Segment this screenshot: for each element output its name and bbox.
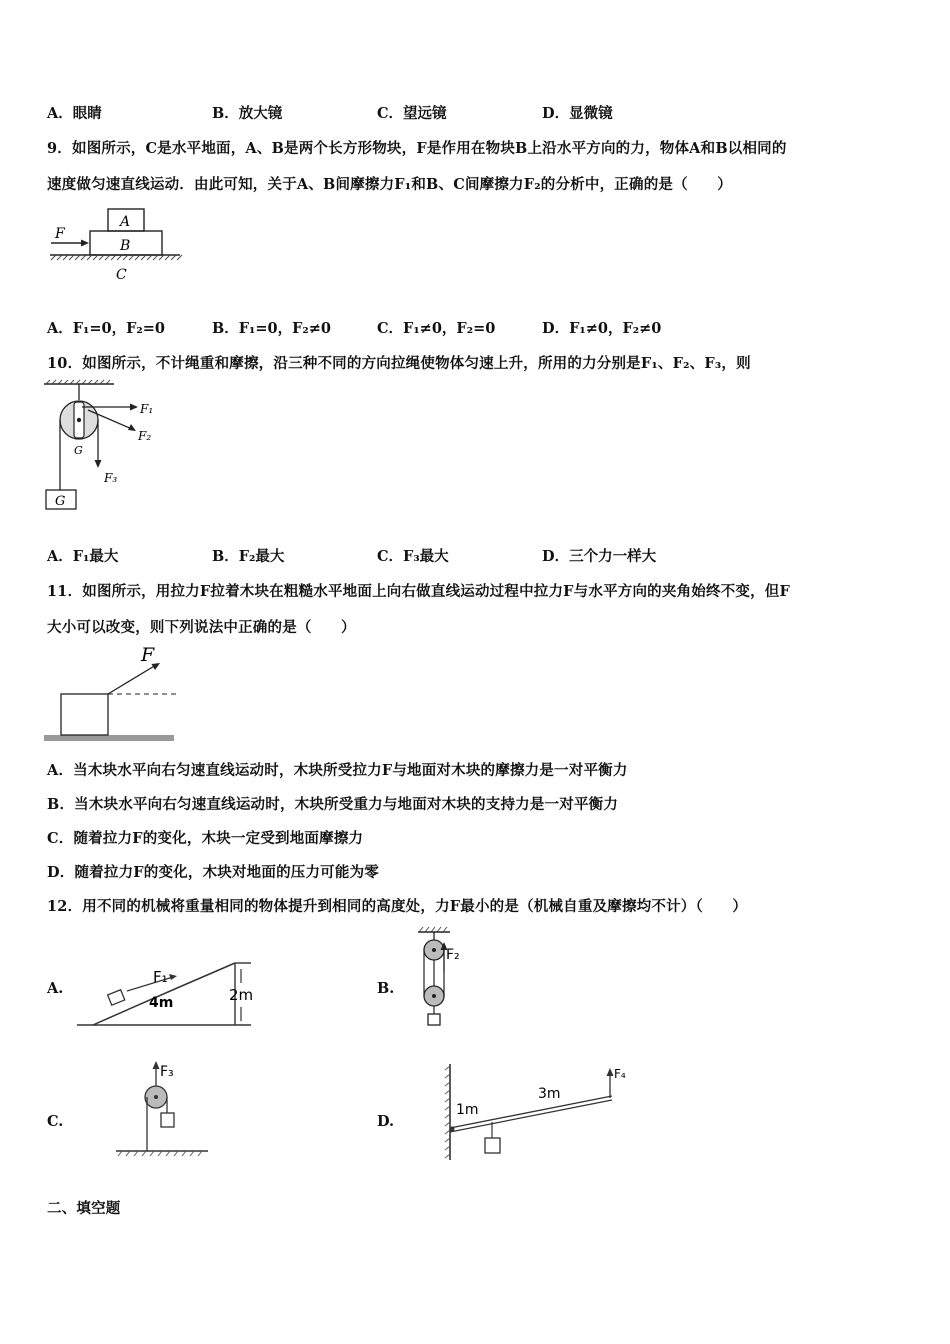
label-3m: 3m	[538, 1086, 561, 1102]
label-weight: G	[55, 494, 66, 509]
label-f: F	[55, 226, 65, 242]
label-1m: 1m	[456, 1102, 479, 1118]
q12-figure-d	[440, 1058, 640, 1163]
label-2m: 2m	[229, 986, 254, 1004]
label-f2: F₂	[138, 429, 152, 443]
q9-option-b: B．F₁=0，F₂≠0	[212, 320, 332, 337]
label-f3: F₃	[160, 1064, 174, 1080]
q12-letter-d: D.	[377, 1113, 395, 1130]
q10-option-d: D．三个力一样大	[542, 548, 657, 565]
q8-option-a: A．眼睛	[47, 105, 102, 122]
label-f: F	[141, 644, 155, 666]
q10-figure	[42, 378, 172, 518]
q12-letter-a: A.	[47, 980, 64, 997]
label-f1: F₁	[153, 968, 168, 986]
q12-letter-b: B.	[377, 980, 395, 997]
q11-option-c: C．随着拉力F的变化，木块一定受到地面摩擦力	[47, 830, 364, 847]
label-f2: F₂	[446, 947, 460, 963]
q8-option-d: D．显微镜	[542, 105, 613, 122]
weight	[161, 1113, 174, 1127]
q12-figure-a	[75, 955, 255, 1030]
q8-option-c: C．望远镜	[377, 105, 447, 122]
section-title: 二、填空题	[47, 1200, 121, 1217]
label-c: C	[116, 267, 127, 283]
q10-stem-line1: 10．如图所示，不计绳重和摩擦，沿三种不同的方向拉绳使物体匀速上升，所用的力分别是F₁、F₂、F₃，则	[47, 355, 751, 372]
q9-stem-line1: 9．如图所示，C是水平地面，A、B是两个长方形物块，F是作用在物块B上沿水平方向的力，物体A和B以相同的	[47, 140, 787, 157]
q9-stem-line2: 速度做匀速直线运动．由此可知，关于A、B间摩擦力F₁和B、C间摩擦力F₂的分析中，正确的是（ ）	[47, 176, 732, 193]
q9-option-a: A．F₁=0，F₂=0	[47, 320, 166, 337]
label-a: A	[120, 214, 131, 230]
q9-figure	[45, 205, 185, 283]
q11-option-b: B．当木块水平向右匀速直线运动时，木块所受重力与地面对木块的支持力是一对平衡力	[47, 796, 619, 813]
ground-hatch	[51, 255, 182, 260]
label-f4: F₄	[614, 1067, 626, 1081]
box	[108, 990, 125, 1005]
q12-stem-line1: 12．用不同的机械将重量相同的物体提升到相同的高度处，力F最小的是（机械自重及摩擦均不计）（ ）	[47, 898, 748, 915]
label-b: B	[120, 238, 131, 254]
label-pulley: G	[74, 444, 83, 457]
q8-option-b: B．放大镜	[212, 105, 283, 122]
ground	[44, 735, 174, 741]
force-arrow	[108, 665, 156, 694]
q10-option-b: B．F₂最大	[212, 548, 285, 565]
label-f3: F₃	[104, 471, 118, 485]
q12-figure-b	[408, 926, 468, 1028]
q12-letter-c: C.	[47, 1113, 64, 1130]
q11-stem-line2: 大小可以改变，则下列说法中正确的是（ ）	[47, 619, 356, 636]
q11-stem-line1: 11．如图所示，用拉力F拉着木块在粗糙水平地面上向右做直线运动过程中拉力F与水平方向的夹角始终不变，但F	[47, 583, 790, 600]
weight	[485, 1138, 500, 1153]
q11-option-d: D．随着拉力F的变化，木块对地面的压力可能为零	[47, 864, 379, 881]
q11-option-a: A．当木块水平向右匀速直线运动时，木块所受拉力F与地面对木块的摩擦力是一对平衡力	[47, 762, 628, 779]
label-f1: F₁	[140, 402, 154, 416]
q11-figure	[44, 643, 179, 745]
q12-figure-c	[112, 1055, 212, 1160]
q9-option-d: D．F₁≠0，F₂≠0	[542, 320, 662, 337]
q10-option-a: A．F₁最大	[47, 548, 119, 565]
wood-block	[61, 694, 108, 735]
q9-option-c: C．F₁≠0，F₂=0	[377, 320, 496, 337]
weight	[428, 1014, 440, 1025]
label-4m: 4m	[149, 995, 174, 1011]
q10-option-c: C．F₃最大	[377, 548, 449, 565]
